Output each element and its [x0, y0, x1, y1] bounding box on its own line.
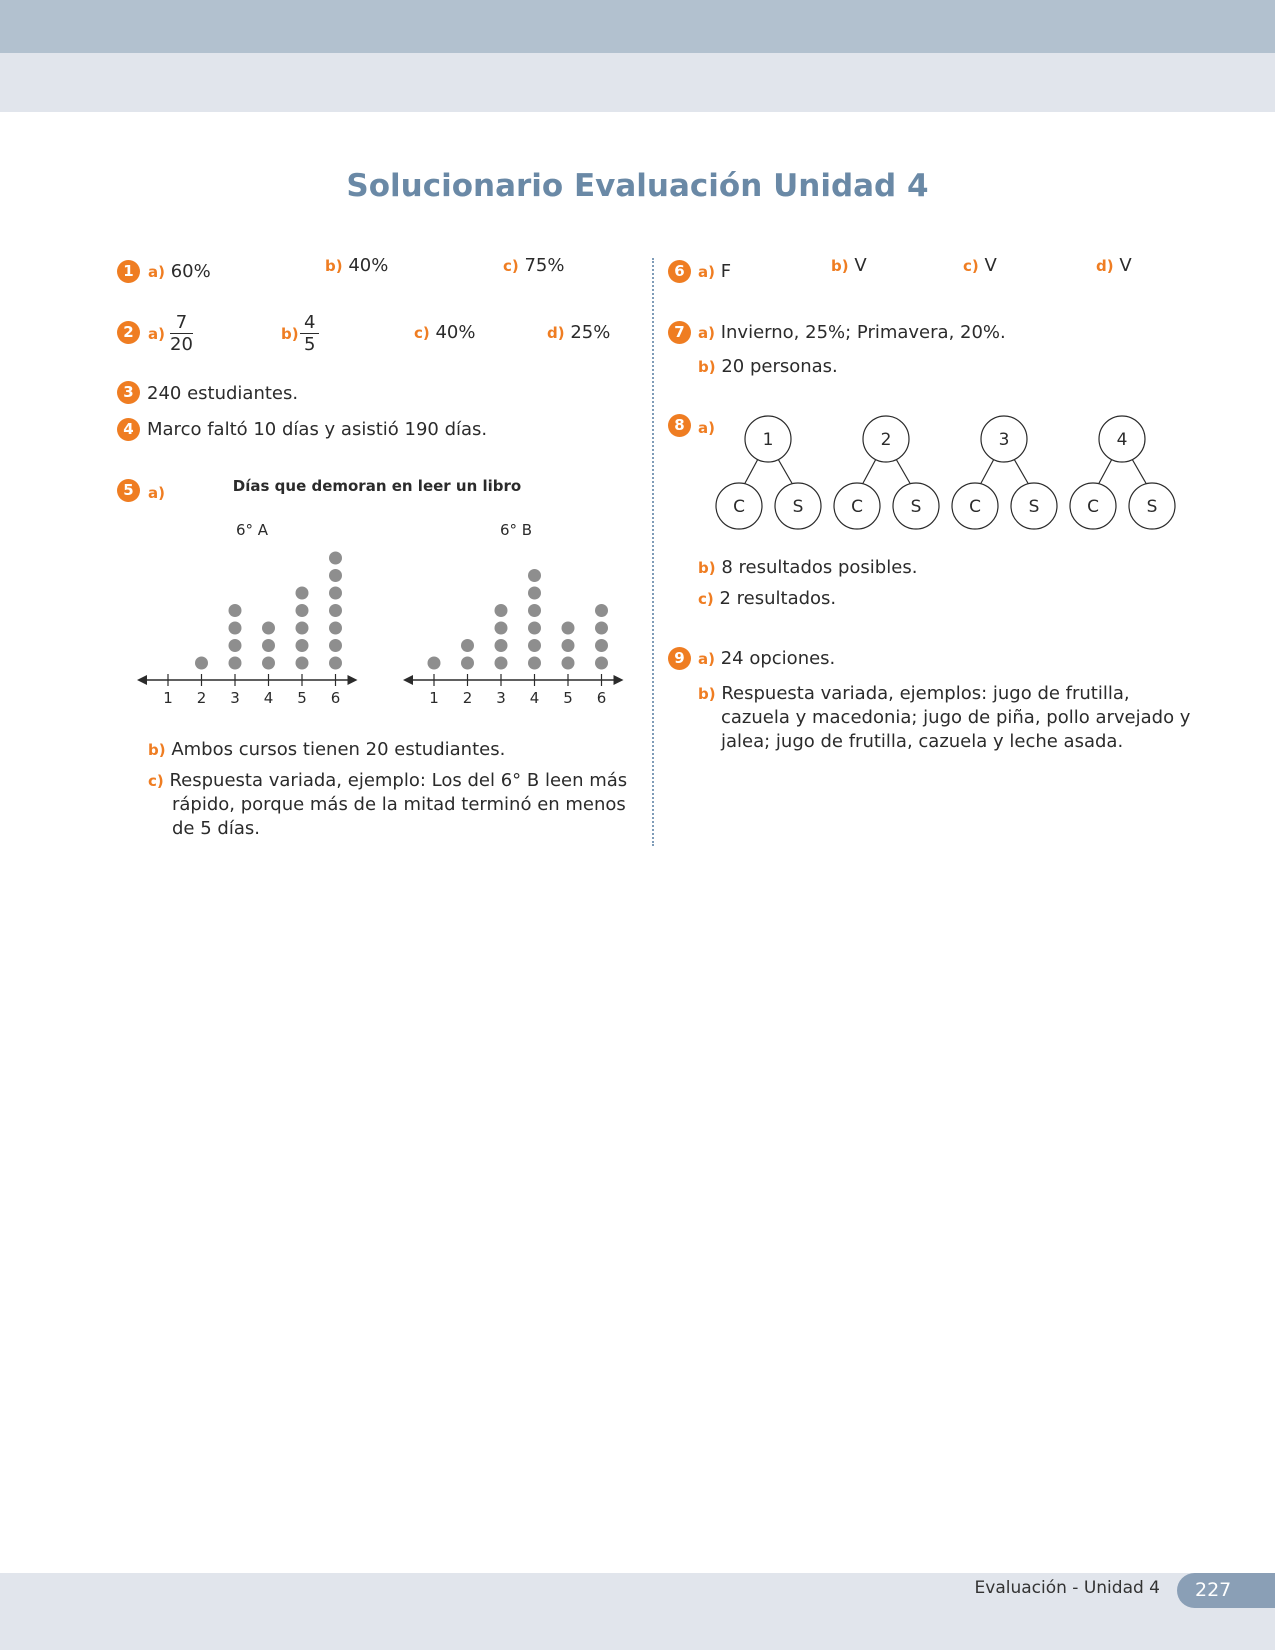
q2-answer-c: [414, 322, 476, 343]
tree-edge-right-0: [778, 459, 793, 485]
dot-0-3-1: [262, 639, 275, 652]
q2-c-value: 40%: [435, 322, 476, 343]
tree-edge-right-3: [1132, 459, 1147, 485]
dot-0-2-1: [229, 639, 242, 652]
tree-node-label-root-2: 3: [998, 430, 1010, 450]
q1-answer-b: [325, 255, 388, 276]
sub-band: [0, 53, 1275, 112]
q1-answer-c: [503, 255, 565, 276]
q7-b-value: 20 personas.: [721, 356, 838, 377]
q3-answer: 240 estudiantes.: [147, 383, 299, 404]
question-8-badge: 8: [668, 414, 691, 437]
q2-a-fraction: [170, 313, 193, 356]
tick-label-0-0: 1: [163, 689, 173, 707]
tree-node-label-left-0: C: [733, 497, 745, 517]
tick-label-1-5: 6: [596, 689, 607, 707]
dot-0-4-3: [296, 604, 309, 617]
q5-c-value: Respuesta variada, ejemplo: Los del 6° B leen más rápido, porque más de la mitad terminó en menos de 5 días.: [169, 770, 628, 839]
dot-0-5-4: [329, 587, 342, 600]
tree-edge-right-1: [896, 459, 911, 485]
q6-c-label: c): [963, 257, 979, 275]
q6-answer-a: [698, 261, 731, 282]
dot-1-5-3: [595, 604, 608, 617]
q2-answer-d: [547, 322, 610, 343]
axis-arrow-right-0: [348, 675, 358, 685]
q9-a-value: 24 opciones.: [720, 648, 836, 669]
series-b-name: 6° B: [499, 521, 533, 539]
tree-node-label-root-0: 1: [762, 430, 774, 450]
q2-b-label: b): [281, 325, 299, 343]
dot-plot-chart: [135, 468, 655, 708]
tree-node-label-left-2: C: [969, 497, 981, 517]
q8-c-label: c): [698, 590, 714, 608]
q9-b-value: Respuesta variada, ejemplos: jugo de frutilla, cazuela y macedonia; jugo de piña, pollo arvejado y jalea; jugo de frutilla, cazuela y leche asada.: [721, 683, 1191, 752]
q2-b-label-wrap: [281, 323, 299, 344]
q2-d-value: 25%: [570, 322, 611, 343]
q5-answer-b: [148, 738, 628, 762]
page-number: 227: [1177, 1573, 1275, 1608]
q8-b-label: b): [698, 559, 716, 577]
question-1-badge: 1: [117, 260, 140, 283]
q1-a-value: 60%: [170, 261, 211, 282]
q2-b-denominator: 5: [304, 334, 316, 355]
tree-edge-left-3: [1098, 459, 1112, 485]
tick-label-0-1: 2: [196, 689, 207, 707]
question-9-badge: 9: [668, 647, 691, 670]
tick-label-1-1: 2: [462, 689, 473, 707]
tick-label-0-3: 4: [263, 689, 274, 707]
dot-1-3-5: [528, 569, 541, 582]
q9-b-label: b): [698, 685, 716, 703]
q1-c-value: 75%: [524, 255, 565, 276]
q8-a-label: a): [698, 419, 715, 437]
q7-b-label: b): [698, 358, 716, 376]
axis-arrow-left-1: [403, 675, 413, 685]
q2-a-label-wrap: [148, 323, 165, 344]
dot-1-2-3: [495, 604, 508, 617]
question-6-badge: 6: [668, 260, 691, 283]
q2-b-numerator: 4: [300, 313, 319, 334]
dot-0-5-3: [329, 604, 342, 617]
q8-answer-b: [698, 557, 917, 578]
q2-b-fraction: [300, 313, 319, 356]
top-band: [0, 0, 1275, 53]
question-4-badge: 4: [117, 418, 140, 441]
dot-0-4-4: [296, 587, 309, 600]
dot-0-4-1: [296, 639, 309, 652]
tree-edge-left-2: [980, 459, 994, 485]
q5-answer-c: [148, 769, 638, 841]
q2-a-denominator: 20: [170, 334, 193, 355]
tick-label-0-2: 3: [230, 689, 240, 707]
q5-b-value: Ambos cursos tienen 20 estudiantes.: [171, 739, 506, 760]
q7-a-value: Invierno, 25%; Primavera, 20%.: [720, 322, 1006, 343]
q5-c-label: c): [148, 772, 164, 790]
q2-a-numerator: 7: [170, 313, 193, 334]
tick-label-0-5: 6: [330, 689, 341, 707]
dot-1-2-0: [495, 657, 508, 670]
q9-answer-b: [698, 682, 1198, 754]
q6-answer-d: [1096, 255, 1132, 276]
dot-0-3-2: [262, 622, 275, 635]
tree-node-label-right-1: S: [910, 497, 922, 517]
dot-1-4-1: [562, 639, 575, 652]
q1-c-label: c): [503, 257, 519, 275]
tree-edge-left-0: [744, 459, 758, 485]
q8-c-value: 2 resultados.: [719, 588, 837, 609]
dot-1-5-2: [595, 622, 608, 635]
dot-1-0-0: [428, 657, 441, 670]
dot-1-5-0: [595, 657, 608, 670]
q8-answer-c: [698, 588, 836, 609]
axis-arrow-left-0: [137, 675, 147, 685]
dot-1-4-0: [562, 657, 575, 670]
q1-b-value: 40%: [348, 255, 389, 276]
tree-node-label-left-1: C: [851, 497, 863, 517]
footer-unit-label: Evaluación - Unidad 4: [974, 1578, 1160, 1598]
q2-c-label: c): [414, 324, 430, 342]
q2-d-label: d): [547, 324, 565, 342]
chart-title: Días que demoran en leer un libro: [232, 477, 522, 495]
q6-b-label: b): [831, 257, 849, 275]
dot-1-3-1: [528, 639, 541, 652]
tree-node-label-root-3: 4: [1116, 430, 1128, 450]
tick-label-1-4: 5: [563, 689, 573, 707]
q6-d-value: V: [1119, 255, 1132, 276]
dot-1-3-4: [528, 587, 541, 600]
q1-b-label: b): [325, 257, 343, 275]
q6-d-label: d): [1096, 257, 1114, 275]
dot-1-4-2: [562, 622, 575, 635]
q6-a-value: F: [720, 261, 732, 282]
q7-answer-a: [698, 322, 1006, 343]
dot-1-1-1: [461, 639, 474, 652]
series-a-name: 6° A: [235, 521, 269, 539]
question-2-badge: 2: [117, 321, 140, 344]
q4-answer: Marco faltó 10 días y asistió 190 días.: [147, 419, 488, 440]
q9-a-label: a): [698, 650, 715, 668]
q6-answer-b: [831, 255, 867, 276]
tree-node-label-right-2: S: [1028, 497, 1040, 517]
dot-1-5-1: [595, 639, 608, 652]
axis-arrow-right-1: [614, 675, 624, 685]
dot-0-2-2: [229, 622, 242, 635]
dot-0-4-2: [296, 622, 309, 635]
tree-node-label-right-0: S: [792, 497, 804, 517]
q5-a-label: a): [148, 484, 165, 502]
q5-b-label: b): [148, 741, 166, 759]
q6-a-label: a): [698, 263, 715, 281]
dot-0-3-0: [262, 657, 275, 670]
tick-label-1-0: 1: [429, 689, 439, 707]
q6-answer-c: [963, 255, 997, 276]
tree-edge-left-1: [862, 459, 876, 485]
q2-a-label: a): [148, 325, 165, 343]
q7-a-label: a): [698, 324, 715, 342]
q8-b-value: 8 resultados posibles.: [721, 557, 918, 578]
dot-0-5-0: [329, 657, 342, 670]
tick-label-1-2: 3: [496, 689, 506, 707]
dot-1-3-3: [528, 604, 541, 617]
tree-edge-right-2: [1014, 459, 1029, 485]
q9-answer-a: [698, 648, 835, 669]
dot-0-2-3: [229, 604, 242, 617]
dot-1-3-2: [528, 622, 541, 635]
dot-1-1-0: [461, 657, 474, 670]
q6-b-value: V: [854, 255, 867, 276]
tree-diagram: [710, 410, 1180, 540]
dot-0-2-0: [229, 657, 242, 670]
question-7-badge: 7: [668, 321, 691, 344]
question-3-badge: 3: [117, 381, 140, 404]
dot-0-5-1: [329, 639, 342, 652]
dot-1-3-0: [528, 657, 541, 670]
page-title: Solucionario Evaluación Unidad 4: [346, 168, 929, 204]
dot-0-5-5: [329, 569, 342, 582]
question-5-badge: 5: [117, 479, 140, 502]
q1-a-label: a): [148, 263, 165, 281]
tree-node-label-left-3: C: [1087, 497, 1099, 517]
q7-answer-b: [698, 356, 838, 377]
dot-0-1-0: [195, 657, 208, 670]
tree-node-label-right-3: S: [1146, 497, 1158, 517]
tick-label-1-3: 4: [529, 689, 540, 707]
dot-1-2-2: [495, 622, 508, 635]
dot-0-5-2: [329, 622, 342, 635]
dot-0-5-6: [329, 552, 342, 565]
q6-c-value: V: [984, 255, 997, 276]
tree-node-label-root-1: 2: [880, 430, 892, 450]
tick-label-0-4: 5: [297, 689, 307, 707]
q1-answer-a: [148, 261, 211, 282]
dot-0-4-0: [296, 657, 309, 670]
dot-1-2-1: [495, 639, 508, 652]
